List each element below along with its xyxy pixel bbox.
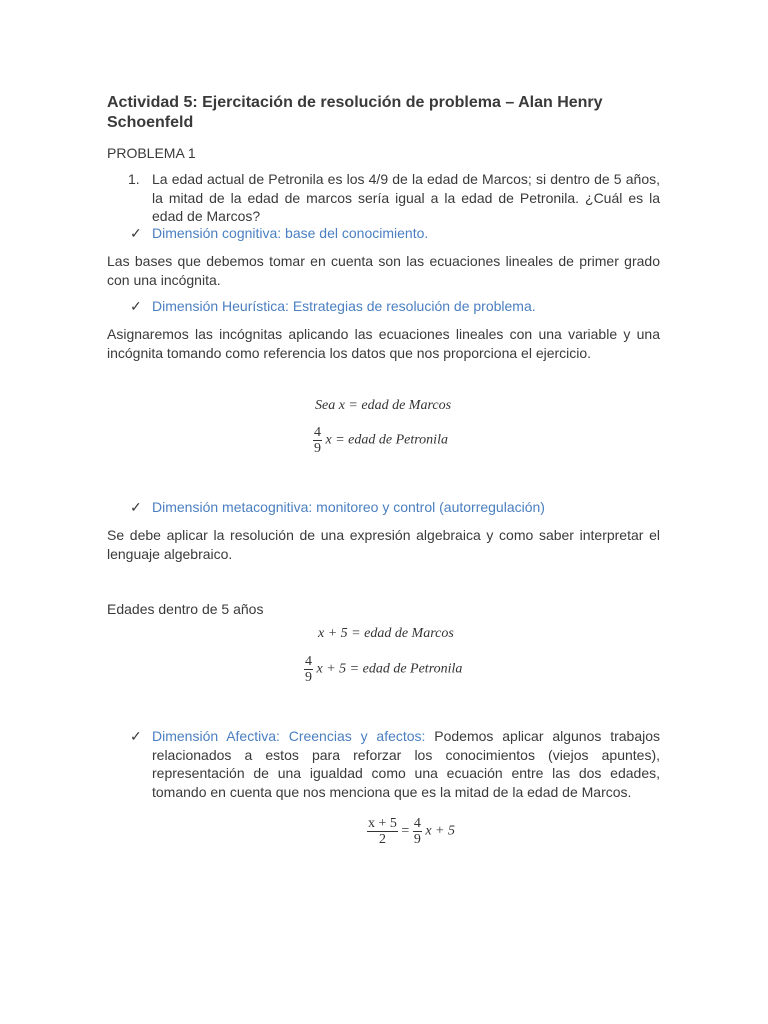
equation-marcos-future: x + 5 = edad de Marcos xyxy=(318,626,454,641)
equation-petronila-age: $\frac{4}{9}$ x = edad de Petronila xyxy=(314,425,448,456)
checkmark-icon: ✓ xyxy=(130,225,142,241)
checkmark-icon: ✓ xyxy=(130,728,142,744)
dimension-metacognitiva-heading: Dimensión metacognitiva: monitoreo y control (autorregulación) xyxy=(152,499,545,515)
dimension-heuristica-heading: Dimensión Heurística: Estrategias de resolución de problema. xyxy=(152,298,536,314)
edades-label: Edades dentro de 5 años xyxy=(107,601,264,617)
fraction: $\frac{4}{9}$ xyxy=(413,816,421,847)
fraction: $\frac{x + 5}{2}$ xyxy=(368,816,397,847)
dimension-afectiva-paragraph xyxy=(152,727,660,801)
dimension-afectiva-heading: Dimensión Afectiva: Creencias y afectos: xyxy=(152,728,426,744)
dimension-cognitiva-heading: Dimensión cognitiva: base del conocimiento. xyxy=(152,225,429,241)
dimension-afectiva-text: Podemos aplicar algunos trabajos relacionados a estos para reforzar los conocimientos (viejos apuntes), representación de una igualdad como una ecuación entre las dos edades, tomando en cuenta que nos menciona que es la mitad de la edad de Marcos. xyxy=(152,728,660,800)
problem-statement: La edad actual de Petronila es los 4/9 de la edad de Marcos; si dentro de 5 años, la mitad de la edad de marcos sería igual a la edad de Petronila. ¿Cuál es la edad de Marcos? xyxy=(152,171,660,224)
bases-paragraph: Las bases que debemos tomar en cuenta son las ecuaciones lineales de primer grado con una incógnita. xyxy=(107,253,660,288)
asignaremos-paragraph: Asignaremos las incógnitas aplicando las ecuaciones lineales con una variable y una incógnita tomando como referencia los datos que nos proporciona el ejercicio. xyxy=(107,326,660,361)
fraction: $\frac{4}{9}$ xyxy=(305,654,312,685)
equation-sea-x: Sea x = edad de Marcos xyxy=(315,398,452,413)
equation-half-marcos: $\frac{x + 5}{2}$ = $\frac{4}{9}$ x + 5 xyxy=(368,816,455,847)
document-title: Actividad 5: Ejercitación de resolución de problema – Alan Henry Schoenfeld xyxy=(107,94,603,131)
equation-petronila-future: $\frac{4}{9}$ x + 5 = edad de Petronila xyxy=(305,654,463,685)
se-debe-paragraph: Se debe aplicar la resolución de una expresión algebraica y como saber interpretar el lenguaje algebraico. xyxy=(107,527,660,562)
checkmark-icon: ✓ xyxy=(130,499,142,515)
problem-heading: PROBLEMA 1 xyxy=(107,145,196,161)
checkmark-icon: ✓ xyxy=(130,298,142,314)
fraction: $\frac{4}{9}$ xyxy=(314,425,321,456)
list-number: 1. xyxy=(128,171,140,187)
